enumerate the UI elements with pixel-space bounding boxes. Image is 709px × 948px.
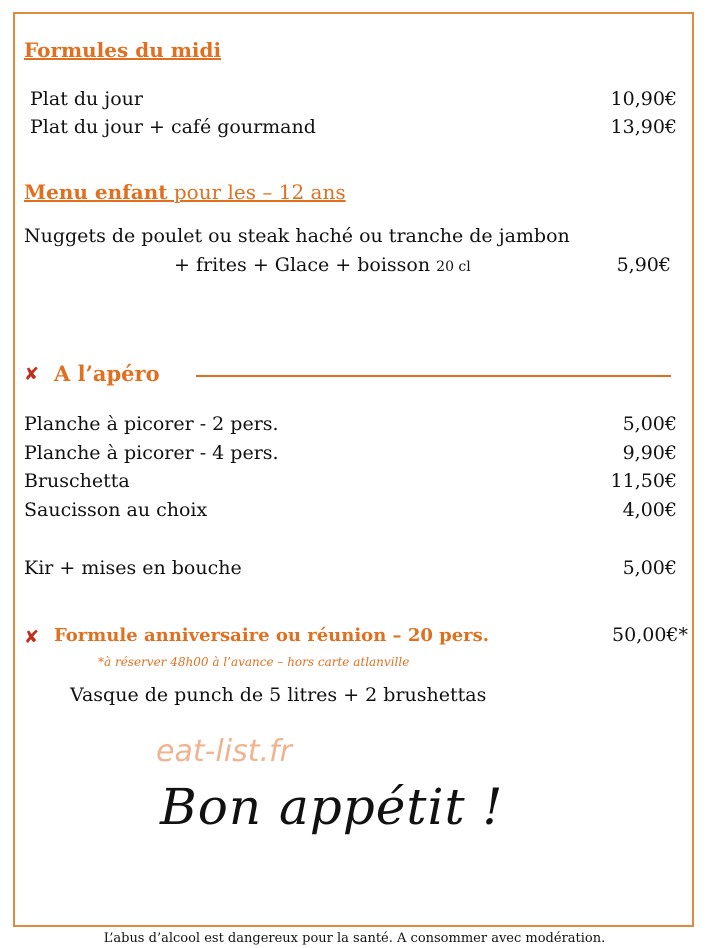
menu-item-price: 13,90€ [610,116,677,138]
menu-item-price: 11,50€ [610,470,677,492]
enfant-price: 5,90€ [616,254,671,276]
formules-title: Formules du midi [24,38,222,62]
menu-item-price: 5,00€ [622,413,677,435]
enfant-title-rest: pour les – 12 ans [167,180,346,204]
menu-item-label: Plat du jour + café gourmand [30,116,316,138]
menu-item-label: Planche à picorer - 4 pers. [24,442,279,464]
anniversaire-title: Formule anniversaire ou réunion – 20 pers. [54,625,490,646]
apero-divider [196,375,671,377]
enfant-line-2-small: 20 cl [436,259,471,275]
cross-icon: ✘ [24,364,40,385]
signature: Bon appétit ! [160,778,504,836]
menu-item-label: Saucisson au choix [24,499,208,521]
menu-item-label: Bruschetta [24,470,130,492]
menu-item-price: 4,00€ [622,499,677,521]
enfant-line-1: Nuggets de poulet ou steak haché ou tranche de jambon [24,225,570,247]
anniversaire-desc: Vasque de punch de 5 litres + 2 brushettas [70,684,487,706]
kir-label: Kir + mises en bouche [24,557,242,579]
anniversaire-note: *à réserver 48h00 à l’avance – hors carte atlanville [98,655,410,669]
footer-warning: L’abus d’alcool est dangereux pour la santé. A consommer avec modération. [103,931,606,946]
anniversaire-price: 50,00€* [612,624,688,646]
kir-price: 5,00€ [622,557,677,579]
enfant-title [24,180,346,204]
watermark: eat-list.fr [156,734,292,769]
enfant-line-2 [174,254,471,276]
menu-item-price: 9,90€ [622,442,677,464]
enfant-title-bold: Menu enfant [24,180,168,204]
menu-item-price: 10,90€ [610,88,677,110]
apero-title: A l’apéro [54,361,160,386]
menu-item-label: Plat du jour [30,88,143,110]
cross-icon: ✘ [24,627,40,648]
enfant-line-2-text: + frites + Glace + boisson [174,254,431,276]
menu-item-label: Planche à picorer - 2 pers. [24,413,279,435]
